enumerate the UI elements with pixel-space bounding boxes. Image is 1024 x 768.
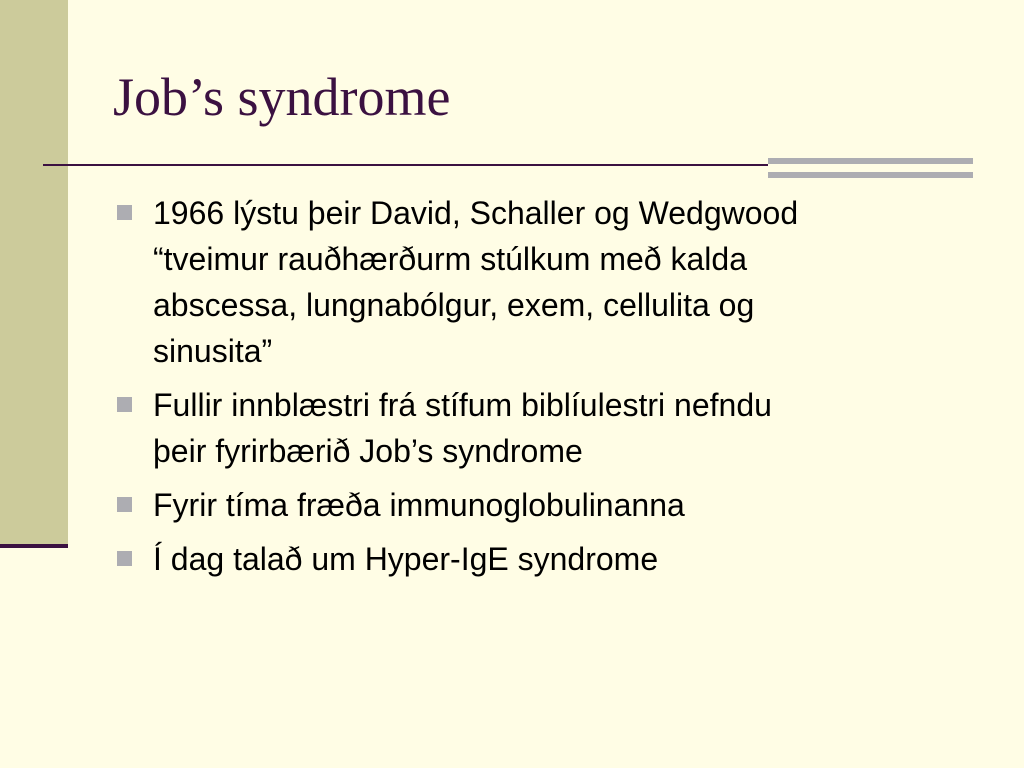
bullet-text: Fyrir tíma fræða immunoglobulinanna [153,487,685,523]
title-divider-line [43,164,768,166]
square-bullet-icon [117,497,132,512]
bullet-text: Fullir innblæstri frá stífum biblíulestri nefndu þeir fyrirbærið Job’s syndrome [153,387,772,469]
bullet-item-4 [116,536,976,582]
bullet-item-1 [116,190,976,374]
bullet-text: 1966 lýstu þeir David, Schaller og Wedgwood “tveimur rauðhærðurm stúlkum með kalda abscessa, lungnabólgur, exem, cellulita og sinusita” [153,195,799,369]
bullet-item-2 [116,382,976,474]
left-band-underline [0,544,68,548]
square-bullet-icon [117,205,132,220]
title-accent-bar-top [768,158,973,164]
square-bullet-icon [117,397,132,412]
left-decorative-band [0,0,68,545]
bullet-item-3 [116,482,976,528]
square-bullet-icon [117,551,132,566]
slide-title: Job’s syndrome [113,67,451,127]
bullet-list [116,190,976,590]
bullet-text: Í dag talað um Hyper-IgE syndrome [153,541,659,577]
title-accent-bar-bottom [768,172,973,178]
